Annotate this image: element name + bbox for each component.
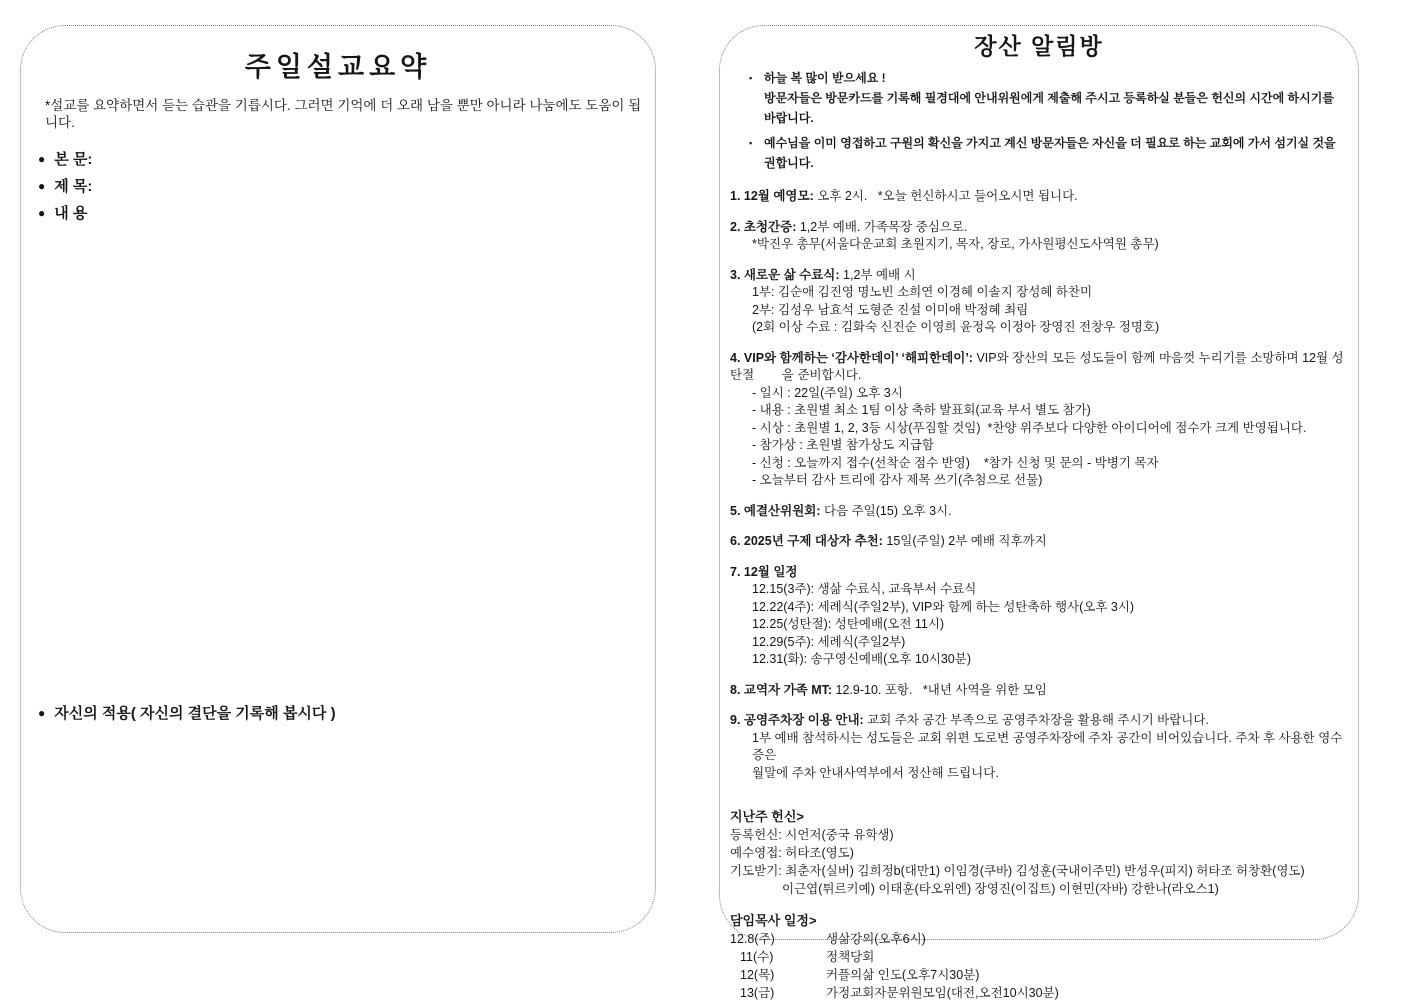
announcement-row (730, 302, 1346, 320)
notice-lines (764, 133, 1340, 173)
last-week-row: 예수영접: 허타조(영도) (730, 846, 854, 860)
announcement-row (730, 284, 1346, 302)
announcement-row (730, 651, 1346, 669)
announcement-row (730, 581, 1346, 599)
announcement-row (730, 219, 1346, 237)
sermon-field-label: 내 용 (54, 205, 88, 222)
announcement-row (730, 319, 1346, 337)
announcement-row (730, 533, 1346, 551)
announcement-row (730, 634, 1346, 652)
announcement-text: - 내용 : 초원별 최소 1팀 이상 축하 발표회(교육 부서 별도 참가) (752, 403, 1091, 417)
announcement-heading: 4. VIP와 함께하는 ‘감사한데이’ ‘해피한데이’: (730, 350, 973, 365)
announcement-item (730, 219, 1346, 254)
pastor-schedule-row (730, 966, 1346, 984)
announcement-row (730, 420, 1346, 438)
notice-line: 예수님을 이미 영접하고 구원의 확신을 가지고 계신 방문자들은 자신을 더 필요로 하는 교회에 가서 섬기실 것을 권합니다. (764, 136, 1339, 170)
notice-item (749, 68, 1340, 128)
last-week-rows (730, 826, 1346, 898)
announcement-row (730, 188, 1346, 206)
pastor-schedule-rows (730, 930, 1346, 1002)
pastor-schedule-section (730, 912, 1346, 1002)
last-week-row: 등록헌신: 시언저(중국 유학생) (730, 828, 894, 842)
pastor-schedule-row (730, 948, 1346, 966)
announcement-text: 12.22(4주): 세례식(주일2부), VIP와 함께 하는 성탄축하 행사(오후 3시) (752, 599, 1135, 614)
announcement-text: 12.29(5주): 세례식(주일2부) (752, 634, 906, 649)
last-week-section (730, 808, 1346, 898)
announcement-text: 12.31(화): 송구영신예배(오후 10시30분) (752, 652, 971, 666)
announcement-text: 교회 주차 공간 부족으로 공영주차장을 활용해 주시기 바랍니다. (863, 713, 1209, 727)
announcement-text: 오후 2시. *오늘 헌신하시고 들어오시면 됩니다. (813, 189, 1078, 203)
sermon-summary-panel (20, 25, 656, 933)
announcement-heading: 6. 2025년 구제 대상자 추천: (730, 534, 883, 548)
announcement-text: 1,2부 예배 시 (839, 267, 916, 282)
announcement-heading: 2. 초청간증: (730, 219, 797, 234)
announcement-text: - 오늘부터 감사 트리에 감사 제목 쓰기(추첨으로 선물) (752, 473, 1043, 487)
schedule-date: 12(목) (740, 968, 775, 982)
announcement-body (730, 188, 1346, 1002)
announcement-text: VIP와 장산의 모든 성도들이 함께 마음껏 누리기를 소망하며 12월 성 (972, 350, 1344, 365)
announcement-item (730, 503, 1346, 521)
announcement-text: 15일(주일) 2부 예배 직후까지 (882, 534, 1047, 548)
announcement-heading: 5. 예결산위원회: (730, 503, 821, 518)
announcement-text: *박진우 총무(서울다운교회 초원지기, 목자, 장로, 가사원평신도사역원 총무) (752, 237, 1159, 251)
announcement-row (730, 267, 1346, 285)
pastor-schedule-title: 담임목사 일정> (730, 913, 817, 928)
bullet-icon: ● (38, 152, 46, 166)
announcement-row (730, 236, 1346, 254)
sermon-field (38, 173, 655, 200)
announcement-item (730, 267, 1346, 337)
announcement-item (730, 533, 1346, 551)
application-row (38, 702, 336, 723)
announcement-row (730, 616, 1346, 634)
announcement-item (730, 350, 1346, 490)
last-week-row: 이근엽(튀르키예) 이태훈(타오위엔) 장영진(이집트) 이현민(자바) 강한나(라오스1) (782, 882, 1219, 896)
pastor-schedule-row (730, 930, 1346, 948)
sermon-field-label: 본 문: (54, 151, 93, 168)
announcement-row (730, 730, 1346, 765)
schedule-date: 12.8(주) (730, 932, 775, 946)
announcement-title: 장산 알림방 (974, 33, 1104, 59)
announcement-row (730, 367, 1346, 385)
notice-item (749, 133, 1340, 173)
announcement-text: - 시상 : 초원별 1, 2, 3등 시상(푸짐할 것임) *찬양 위주보다 다양한 아이디어에 점수가 크게 반영됩니다. (752, 420, 1307, 435)
announcement-text: 12.9-10. 포항. *내년 사역을 위한 모임 (832, 682, 1047, 697)
notice-line: 방문자들은 방문카드를 기록해 필경대에 안내위원에게 제출해 주시고 등록하실 분들은 헌신의 시간에 하시기를 바랍니다. (764, 91, 1338, 125)
announcement-row (730, 765, 1346, 783)
announcement-row (730, 503, 1346, 521)
announcement-row (730, 564, 1346, 582)
announcement-row (730, 455, 1346, 473)
announcement-text: - 일시 : 22일(주일) 오후 3시 (752, 385, 903, 400)
announcement-text: 월말에 주차 안내사역부에서 정산해 드립니다. (752, 765, 999, 780)
announcement-text: - 참가상 : 초원별 참가상도 지급함 (752, 438, 934, 452)
announcement-text: 1부: 김순애 김진영 명노빈 소희연 이경혜 이솔지 장성혜 하찬미 (752, 285, 1093, 299)
pastor-schedule-row (730, 984, 1346, 1002)
announcement-text: - 신청 : 오늘까지 접수(선착순 점수 반영) *참가 신청 및 문의 - 박병기 목자 (752, 455, 1159, 470)
bullet-icon: ● (38, 706, 46, 720)
announcement-heading: 9. 공영주차장 이용 안내: (730, 713, 864, 727)
schedule-date: 11(수) (740, 950, 774, 964)
announcement-row (730, 402, 1346, 420)
visitor-notices (749, 68, 1340, 173)
square-bullet-icon: ▪ (749, 73, 753, 83)
announcement-item (730, 188, 1346, 206)
last-week-title: 지난주 헌신> (730, 809, 804, 824)
sermon-fields (38, 146, 655, 227)
sermon-field-label: 제 목: (54, 178, 93, 195)
announcement-panel (719, 25, 1359, 1000)
announcement-item (730, 682, 1346, 700)
announcement-item (730, 712, 1346, 782)
schedule-desc: 정책당회 (826, 950, 875, 964)
application-label: 자신의 적용( 자신의 결단을 기록해 봅시다 ) (54, 705, 336, 722)
square-bullet-icon: ▪ (749, 138, 753, 148)
notice-lines (764, 68, 1340, 128)
sermon-field (38, 146, 655, 173)
announcement-row (730, 682, 1346, 700)
sermon-field (38, 200, 655, 227)
announcement-heading: 7. 12월 일정 (730, 564, 798, 579)
announcement-text: (2회 이상 수료 : 김화숙 신진순 이영희 윤정옥 이정아 장영진 전창우 정명호) (752, 320, 1160, 334)
schedule-date: 13(금) (740, 986, 775, 1000)
announcement-text: 다음 주일(15) 오후 3시. (820, 503, 952, 518)
announcement-row (730, 385, 1346, 403)
last-week-row: 기도받기: 최춘자(실버) 김희정b(대만1) 이임경(쿠바) 김성훈(국내이주민) 반성우(피지) 허타조 허창환(영도) (730, 864, 1305, 878)
announcement-text: 탄절 을 준비합시다. (730, 368, 862, 382)
sermon-summary-title: 주일설교요약 (244, 52, 432, 82)
announcement-row (730, 437, 1346, 455)
announcement-row (730, 350, 1346, 368)
announcement-heading: 1. 12월 예영모: (730, 189, 814, 203)
sermon-summary-subtitle: *설교를 요약하면서 듣는 습관을 기릅시다. 그러면 기억에 더 오래 남을 뿐만 아니라 나눔에도 도움이 됩니다. (45, 98, 642, 130)
announcement-item (730, 564, 1346, 669)
announcement-text: 2부: 김성우 남효석 도형준 진설 이미애 박정혜 최림 (752, 302, 1029, 317)
announcement-heading: 3. 새로운 삶 수료식: (730, 267, 840, 282)
announcement-row (730, 599, 1346, 617)
announcement-text: 12.15(3주): 생삶 수료식, 교육부서 수료식 (752, 582, 977, 596)
announcement-text: 1부 예배 참석하시는 성도들은 교회 위편 도로변 공영주차장에 주차 공간이 비어있습니다. 주차 후 사용한 영수증은 (752, 730, 1343, 762)
notice-line: 하늘 복 많이 받으세요 ! (764, 71, 886, 85)
schedule-desc: 생삶강의(오후6시) (826, 932, 926, 946)
announcement-heading: 8. 교역자 가족 MT: (730, 682, 833, 697)
announcement-text: 12.25(성탄절): 성탄예배(오전 11시) (752, 617, 945, 631)
schedule-desc: 가정교회자문위원모임(대전,오전10시30분) (826, 986, 1059, 1000)
bullet-icon: ● (38, 206, 46, 220)
announcement-text: 1,2부 예배. 가족목장 중심으로. (796, 219, 968, 234)
announcement-list (730, 188, 1346, 782)
announcement-row (730, 712, 1346, 730)
announcement-row (730, 472, 1346, 490)
schedule-desc: 커플의삶 인도(오후7시30분) (826, 968, 980, 982)
bullet-icon: ● (38, 179, 46, 193)
